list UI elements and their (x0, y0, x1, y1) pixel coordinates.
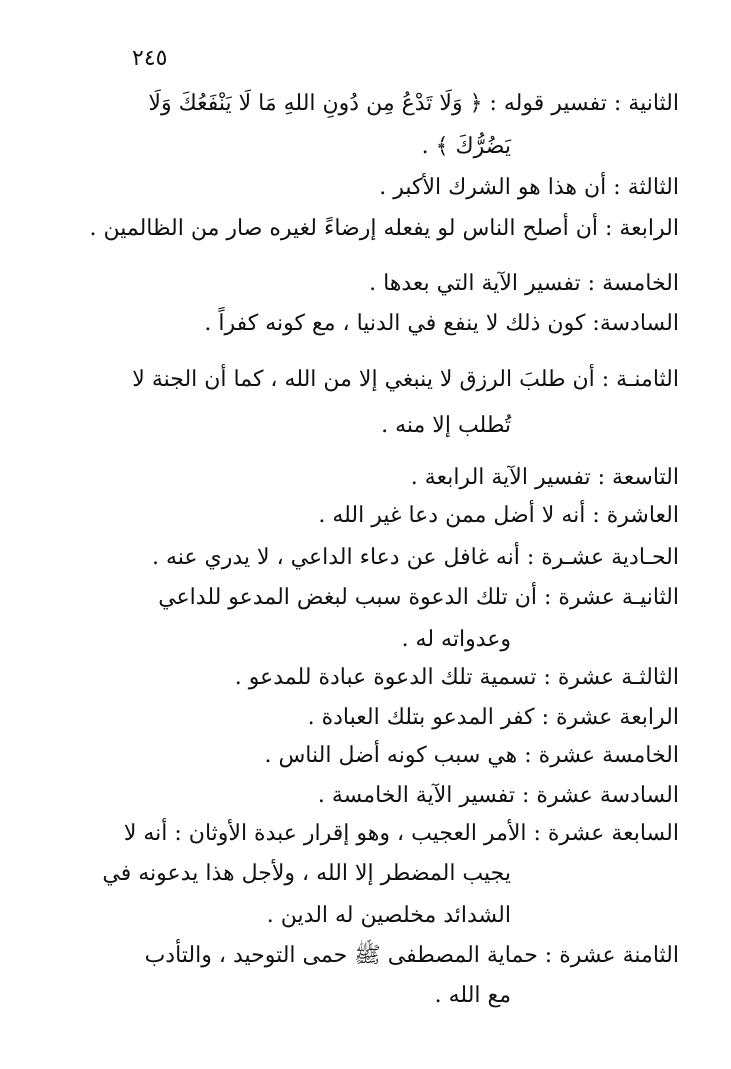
text-line: الثانيـة عشرة : أن تلك الدعوة سبب لبغض المدعو للداعي (158, 585, 679, 610)
text-line: الثالثة : أن هذا هو الشرك الأكبر . (379, 175, 679, 200)
text-line: وعدواته له . (401, 627, 511, 652)
text-line: الخامسة : تفسير الآية التي بعدها . (369, 271, 679, 296)
text-line: السادسة: كون ذلك لا ينفع في الدنيا ، مع كونه كفراً . (204, 311, 679, 336)
text-line: الثانية : تفسير قوله : ﴿ وَلَا تَدْعُ مِن دُونِ اللهِ مَا لَا يَنْفَعُكَ وَلَا (148, 91, 679, 116)
text-line: الحـادية عشـرة : أنه غافل عن دعاء الداعي ، لا يدري عنه . (152, 545, 679, 570)
text-line: الخامسة عشرة : هي سبب كونه أضل الناس . (264, 743, 679, 768)
text-line: الرابعة عشرة : كفر المدعو بتلك العبادة . (307, 705, 679, 730)
page-number: ٢٤٥ (132, 46, 168, 71)
text-line: مع الله . (434, 983, 511, 1008)
text-line: يجيب المضطر إلا الله ، ولأجل هذا يدعونه في (102, 861, 511, 886)
text-line: الثالثـة عشرة : تسمية تلك الدعوة عبادة للمدعو . (234, 665, 679, 690)
text-line: الثامنة عشرة : حماية المصطفى ﷺ حمى التوحيد ، والتأدب (144, 943, 679, 968)
text-line: الشدائد مخلصين له الدين . (266, 903, 511, 928)
text-line: الرابعة : أن أصلح الناس لو يفعله إرضاءً لغيره صار من الظالمين . (89, 216, 679, 241)
text-line: تُطلب إلا منه . (381, 413, 511, 438)
text-line: العاشرة : أنه لا أضل ممن دعا غير الله . (318, 503, 679, 528)
text-line: التاسعة : تفسير الآية الرابعة . (410, 465, 679, 490)
text-line: السابعة عشرة : الأمر العجيب ، وهو إقرار عبدة الأوثان : أنه لا (123, 821, 679, 846)
text-line: يَضُرُّكَ ﴾ . (421, 134, 511, 159)
text-line: السادسة عشرة : تفسير الآية الخامسة . (317, 783, 679, 808)
text-line: الثامنـة : أن طلبَ الرزق لا ينبغي إلا من الله ، كما أن الجنة لا (132, 367, 679, 392)
